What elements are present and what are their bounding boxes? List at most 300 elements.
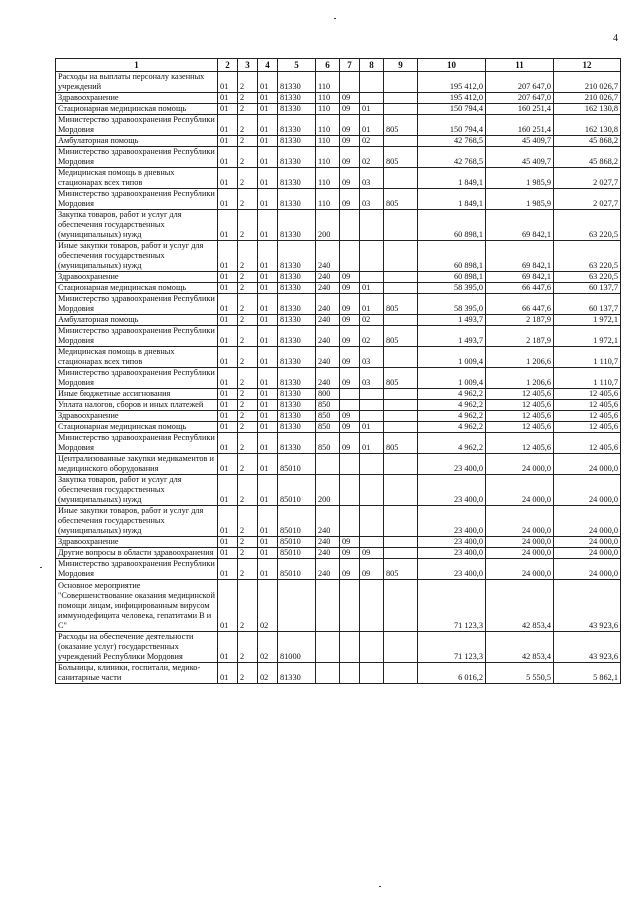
column-header: 7 — [340, 59, 360, 72]
code-cell: 01 — [218, 168, 238, 189]
table-row — [56, 72, 621, 93]
code-cell: 01 — [218, 422, 238, 433]
scan-mark — [40, 567, 42, 568]
amount-cell: 160 251,4 — [486, 115, 554, 136]
amount-cell: 162 130,8 — [554, 104, 621, 115]
code-cell: 2 — [238, 632, 258, 663]
code-cell: 01 — [258, 368, 278, 389]
code-cell: 01 — [258, 537, 278, 548]
row-label: Министерство здравоохранения Республики Мордовия — [56, 368, 218, 389]
code-cell — [384, 506, 418, 537]
amount-cell: 23 400,0 — [418, 506, 486, 537]
code-cell — [360, 506, 384, 537]
code-cell: 81330 — [278, 315, 316, 326]
code-cell: 09 — [340, 347, 360, 368]
code-cell: 01 — [360, 283, 384, 294]
code-cell — [316, 632, 340, 663]
row-label: Другие вопросы в области здравоохранения — [56, 548, 218, 559]
code-cell: 02 — [360, 136, 384, 147]
code-cell: 01 — [258, 294, 278, 315]
amount-cell: 2 187,9 — [486, 315, 554, 326]
amount-cell: 12 405,6 — [486, 389, 554, 400]
amount-cell: 5 862,1 — [554, 663, 621, 684]
code-cell: 240 — [316, 559, 340, 580]
row-label: Здравоохранение — [56, 411, 218, 422]
amount-cell: 43 923,6 — [554, 632, 621, 663]
row-label: Медицинская помощь в дневных стационарах всех типов — [56, 168, 218, 189]
code-cell: 81330 — [278, 400, 316, 411]
code-cell — [384, 136, 418, 147]
amount-cell: 1 849,1 — [418, 168, 486, 189]
code-cell: 850 — [316, 422, 340, 433]
table-row — [56, 580, 621, 632]
code-cell: 01 — [258, 272, 278, 283]
amount-cell: 69 842,1 — [486, 272, 554, 283]
code-cell: 01 — [218, 368, 238, 389]
amount-cell: 12 405,6 — [486, 433, 554, 454]
amount-cell: 1 985,9 — [486, 168, 554, 189]
table-row — [56, 326, 621, 347]
code-cell: 09 — [340, 315, 360, 326]
header-row — [56, 59, 621, 72]
code-cell: 03 — [360, 168, 384, 189]
code-cell: 240 — [316, 315, 340, 326]
table-row — [56, 189, 621, 210]
table-body — [56, 72, 621, 684]
code-cell: 01 — [218, 411, 238, 422]
code-cell: 81330 — [278, 368, 316, 389]
code-cell: 81330 — [278, 147, 316, 168]
amount-cell: 24 000,0 — [554, 559, 621, 580]
row-label: Закупка товаров, работ и услуг для обеспечения государственных (муниципальных) нужд — [56, 475, 218, 506]
code-cell: 01 — [258, 283, 278, 294]
code-cell: 805 — [384, 294, 418, 315]
column-header: 4 — [258, 59, 278, 72]
amount-cell: 162 130,8 — [554, 115, 621, 136]
amount-cell: 2 187,9 — [486, 326, 554, 347]
amount-cell: 1 110,7 — [554, 347, 621, 368]
code-cell — [360, 272, 384, 283]
code-cell: 110 — [316, 136, 340, 147]
code-cell: 2 — [238, 93, 258, 104]
code-cell: 2 — [238, 475, 258, 506]
code-cell — [340, 632, 360, 663]
code-cell: 81330 — [278, 241, 316, 272]
code-cell: 03 — [360, 189, 384, 210]
column-header: 9 — [384, 59, 418, 72]
code-cell: 01 — [258, 548, 278, 559]
amount-cell: 1 110,7 — [554, 368, 621, 389]
code-cell: 2 — [238, 580, 258, 632]
code-cell: 110 — [316, 189, 340, 210]
code-cell — [384, 475, 418, 506]
code-cell — [384, 315, 418, 326]
row-label: Основное мероприятие "Совершенствование оказания медицинской помощи лицам, инфицированным вирусом иммунодефицита человека, гепатитами В и С" — [56, 580, 218, 632]
amount-cell: 71 123,3 — [418, 632, 486, 663]
table-row — [56, 433, 621, 454]
row-label: Здравоохранение — [56, 93, 218, 104]
code-cell: 01 — [218, 189, 238, 210]
row-label: Расходы на обеспечение деятельности (оказание услуг) государственных учреждений Республики Мордовия — [56, 632, 218, 663]
code-cell — [360, 93, 384, 104]
code-cell: 01 — [258, 389, 278, 400]
code-cell: 81330 — [278, 210, 316, 241]
code-cell — [384, 168, 418, 189]
amount-cell: 42 853,4 — [486, 580, 554, 632]
row-label: Министерство здравоохранения Республики Мордовия — [56, 147, 218, 168]
code-cell: 240 — [316, 368, 340, 389]
code-cell: 85010 — [278, 537, 316, 548]
code-cell: 81330 — [278, 389, 316, 400]
code-cell: 81330 — [278, 294, 316, 315]
code-cell — [384, 347, 418, 368]
code-cell: 2 — [238, 548, 258, 559]
page-number: 4 — [613, 33, 618, 44]
amount-cell: 63 220,5 — [554, 272, 621, 283]
code-cell: 200 — [316, 210, 340, 241]
amount-cell: 24 000,0 — [554, 548, 621, 559]
code-cell — [384, 454, 418, 475]
code-cell: 01 — [218, 389, 238, 400]
code-cell — [316, 454, 340, 475]
row-label: Министерство здравоохранения Республики Мордовия — [56, 115, 218, 136]
amount-cell: 23 400,0 — [418, 559, 486, 580]
amount-cell: 45 409,7 — [486, 136, 554, 147]
code-cell — [384, 663, 418, 684]
amount-cell: 63 220,5 — [554, 241, 621, 272]
table-row — [56, 93, 621, 104]
code-cell: 805 — [384, 115, 418, 136]
table-row — [56, 347, 621, 368]
code-cell: 09 — [360, 559, 384, 580]
amount-cell: 66 447,6 — [486, 294, 554, 315]
table-row — [56, 104, 621, 115]
code-cell: 110 — [316, 93, 340, 104]
code-cell: 2 — [238, 506, 258, 537]
code-cell: 81330 — [278, 168, 316, 189]
code-cell: 81330 — [278, 189, 316, 210]
column-header: 8 — [360, 59, 384, 72]
code-cell: 2 — [238, 115, 258, 136]
code-cell: 850 — [316, 400, 340, 411]
code-cell: 01 — [218, 272, 238, 283]
amount-cell: 1 972,1 — [554, 315, 621, 326]
code-cell: 2 — [238, 104, 258, 115]
code-cell: 850 — [316, 411, 340, 422]
amount-cell: 71 123,3 — [418, 580, 486, 632]
code-cell: 09 — [340, 537, 360, 548]
code-cell — [340, 72, 360, 93]
code-cell: 2 — [238, 272, 258, 283]
code-cell: 01 — [258, 422, 278, 433]
code-cell: 81330 — [278, 326, 316, 347]
code-cell: 240 — [316, 326, 340, 347]
code-cell — [360, 454, 384, 475]
table-row — [56, 411, 621, 422]
code-cell — [360, 72, 384, 93]
code-cell: 85010 — [278, 548, 316, 559]
amount-cell: 12 405,6 — [554, 400, 621, 411]
code-cell: 01 — [258, 136, 278, 147]
amount-cell: 60 137,7 — [554, 294, 621, 315]
amount-cell: 150 794,4 — [418, 104, 486, 115]
amount-cell: 4 962,2 — [418, 400, 486, 411]
code-cell: 81330 — [278, 93, 316, 104]
row-label: Министерство здравоохранения Республики Мордовия — [56, 189, 218, 210]
code-cell: 01 — [218, 115, 238, 136]
amount-cell: 45 868,2 — [554, 136, 621, 147]
code-cell: 01 — [218, 136, 238, 147]
code-cell — [278, 580, 316, 632]
code-cell — [384, 210, 418, 241]
amount-cell: 1 206,6 — [486, 368, 554, 389]
code-cell: 02 — [258, 580, 278, 632]
code-cell: 2 — [238, 368, 258, 389]
code-cell: 2 — [238, 168, 258, 189]
code-cell — [340, 241, 360, 272]
amount-cell: 60 898,1 — [418, 241, 486, 272]
row-label: Здравоохранение — [56, 537, 218, 548]
code-cell: 01 — [258, 104, 278, 115]
code-cell — [384, 400, 418, 411]
code-cell: 85010 — [278, 475, 316, 506]
code-cell: 09 — [340, 283, 360, 294]
code-cell: 2 — [238, 315, 258, 326]
code-cell: 81330 — [278, 272, 316, 283]
code-cell — [384, 104, 418, 115]
code-cell: 81330 — [278, 104, 316, 115]
row-label: Амбулаторная помощь — [56, 136, 218, 147]
code-cell — [384, 72, 418, 93]
code-cell — [316, 580, 340, 632]
scan-mark — [334, 18, 336, 19]
code-cell: 09 — [340, 147, 360, 168]
code-cell: 805 — [384, 559, 418, 580]
code-cell: 01 — [218, 72, 238, 93]
code-cell: 01 — [360, 294, 384, 315]
amount-cell: 24 000,0 — [554, 454, 621, 475]
code-cell: 2 — [238, 72, 258, 93]
column-header: 2 — [218, 59, 238, 72]
code-cell: 02 — [360, 315, 384, 326]
code-cell: 01 — [258, 147, 278, 168]
amount-cell: 23 400,0 — [418, 548, 486, 559]
code-cell: 01 — [218, 93, 238, 104]
code-cell: 01 — [258, 93, 278, 104]
code-cell: 240 — [316, 241, 340, 272]
code-cell — [360, 241, 384, 272]
code-cell — [360, 632, 384, 663]
code-cell: 01 — [258, 433, 278, 454]
budget-table — [55, 58, 621, 684]
amount-cell: 1 972,1 — [554, 326, 621, 347]
code-cell: 800 — [316, 389, 340, 400]
code-cell — [340, 400, 360, 411]
table-row — [56, 548, 621, 559]
code-cell: 110 — [316, 147, 340, 168]
amount-cell: 12 405,6 — [554, 422, 621, 433]
code-cell: 805 — [384, 326, 418, 347]
code-cell — [384, 241, 418, 272]
code-cell: 09 — [340, 294, 360, 315]
code-cell: 85010 — [278, 559, 316, 580]
code-cell — [340, 663, 360, 684]
code-cell: 2 — [238, 400, 258, 411]
code-cell — [384, 632, 418, 663]
code-cell: 01 — [360, 433, 384, 454]
code-cell: 01 — [218, 210, 238, 241]
amount-cell: 1 009,4 — [418, 368, 486, 389]
code-cell: 09 — [340, 433, 360, 454]
code-cell — [340, 454, 360, 475]
code-cell: 81330 — [278, 72, 316, 93]
code-cell: 2 — [238, 537, 258, 548]
code-cell: 09 — [340, 422, 360, 433]
table-row — [56, 422, 621, 433]
table-row — [56, 136, 621, 147]
row-label: Централизованные закупки медикаментов и медицинского оборудования — [56, 454, 218, 475]
code-cell: 01 — [218, 241, 238, 272]
code-cell: 01 — [258, 315, 278, 326]
amount-cell: 42 768,5 — [418, 147, 486, 168]
table-row — [56, 168, 621, 189]
amount-cell: 45 409,7 — [486, 147, 554, 168]
code-cell — [384, 411, 418, 422]
amount-cell: 210 026,7 — [554, 72, 621, 93]
row-label: Министерство здравоохранения Республики Мордовия — [56, 559, 218, 580]
code-cell: 240 — [316, 537, 340, 548]
amount-cell: 58 395,0 — [418, 294, 486, 315]
code-cell: 01 — [360, 115, 384, 136]
code-cell: 2 — [238, 559, 258, 580]
code-cell — [340, 475, 360, 506]
code-cell: 01 — [218, 559, 238, 580]
code-cell: 01 — [258, 559, 278, 580]
code-cell: 01 — [258, 241, 278, 272]
code-cell: 2 — [238, 241, 258, 272]
amount-cell: 60 898,1 — [418, 272, 486, 283]
row-label: Здравоохранение — [56, 272, 218, 283]
code-cell — [360, 210, 384, 241]
code-cell — [384, 548, 418, 559]
amount-cell: 4 962,2 — [418, 433, 486, 454]
code-cell: 09 — [340, 104, 360, 115]
amount-cell: 60 137,7 — [554, 283, 621, 294]
code-cell: 01 — [258, 168, 278, 189]
column-header: 3 — [238, 59, 258, 72]
code-cell: 09 — [340, 136, 360, 147]
row-label: Стационарная медицинская помощь — [56, 104, 218, 115]
code-cell: 110 — [316, 168, 340, 189]
code-cell: 01 — [258, 210, 278, 241]
amount-cell: 24 000,0 — [486, 506, 554, 537]
amount-cell: 42 853,4 — [486, 632, 554, 663]
code-cell: 110 — [316, 104, 340, 115]
amount-cell: 4 962,2 — [418, 411, 486, 422]
row-label: Иные закупки товаров, работ и услуг для обеспечения государственных (муниципальных) нужд — [56, 241, 218, 272]
table-row — [56, 210, 621, 241]
code-cell: 805 — [384, 433, 418, 454]
code-cell: 01 — [258, 506, 278, 537]
code-cell — [360, 537, 384, 548]
table-row — [56, 294, 621, 315]
row-label: Уплата налогов, сборов и иных платежей — [56, 400, 218, 411]
code-cell: 01 — [218, 506, 238, 537]
code-cell: 2 — [238, 136, 258, 147]
code-cell — [384, 283, 418, 294]
amount-cell: 12 405,6 — [554, 389, 621, 400]
amount-cell: 60 898,1 — [418, 210, 486, 241]
code-cell: 09 — [340, 548, 360, 559]
code-cell: 81330 — [278, 422, 316, 433]
code-cell: 240 — [316, 506, 340, 537]
code-cell — [340, 389, 360, 400]
code-cell — [384, 93, 418, 104]
table-row — [56, 368, 621, 389]
code-cell: 01 — [218, 347, 238, 368]
code-cell: 09 — [340, 368, 360, 389]
table-row — [56, 506, 621, 537]
code-cell: 805 — [384, 368, 418, 389]
amount-cell: 210 026,7 — [554, 93, 621, 104]
code-cell: 2 — [238, 347, 258, 368]
code-cell: 81330 — [278, 115, 316, 136]
code-cell: 09 — [340, 411, 360, 422]
code-cell: 01 — [218, 663, 238, 684]
table-row — [56, 147, 621, 168]
code-cell: 01 — [258, 400, 278, 411]
code-cell: 02 — [258, 632, 278, 663]
code-cell — [340, 506, 360, 537]
code-cell: 01 — [218, 433, 238, 454]
code-cell: 01 — [258, 475, 278, 506]
code-cell: 81330 — [278, 663, 316, 684]
code-cell: 200 — [316, 475, 340, 506]
code-cell: 09 — [340, 189, 360, 210]
code-cell: 2 — [238, 411, 258, 422]
code-cell: 2 — [238, 294, 258, 315]
code-cell: 01 — [258, 115, 278, 136]
code-cell: 2 — [238, 422, 258, 433]
code-cell: 09 — [340, 559, 360, 580]
code-cell: 81000 — [278, 632, 316, 663]
amount-cell: 150 794,4 — [418, 115, 486, 136]
row-label: Больницы, клиники, госпитали, медико-санитарные части — [56, 663, 218, 684]
code-cell: 01 — [218, 104, 238, 115]
code-cell: 09 — [360, 548, 384, 559]
amount-cell: 160 251,4 — [486, 104, 554, 115]
code-cell: 01 — [258, 326, 278, 347]
code-cell: 01 — [258, 72, 278, 93]
amount-cell: 12 405,6 — [554, 411, 621, 422]
code-cell: 01 — [218, 315, 238, 326]
code-cell: 01 — [218, 537, 238, 548]
column-header: 10 — [418, 59, 486, 72]
code-cell: 2 — [238, 454, 258, 475]
amount-cell: 69 842,1 — [486, 210, 554, 241]
code-cell: 01 — [360, 104, 384, 115]
row-label: Стационарная медицинская помощь — [56, 283, 218, 294]
code-cell: 01 — [218, 632, 238, 663]
code-cell: 110 — [316, 115, 340, 136]
amount-cell: 1 849,1 — [418, 189, 486, 210]
code-cell: 01 — [218, 475, 238, 506]
table-row — [56, 475, 621, 506]
code-cell: 02 — [360, 147, 384, 168]
table-row — [56, 272, 621, 283]
code-cell: 81330 — [278, 433, 316, 454]
amount-cell: 207 647,0 — [486, 72, 554, 93]
